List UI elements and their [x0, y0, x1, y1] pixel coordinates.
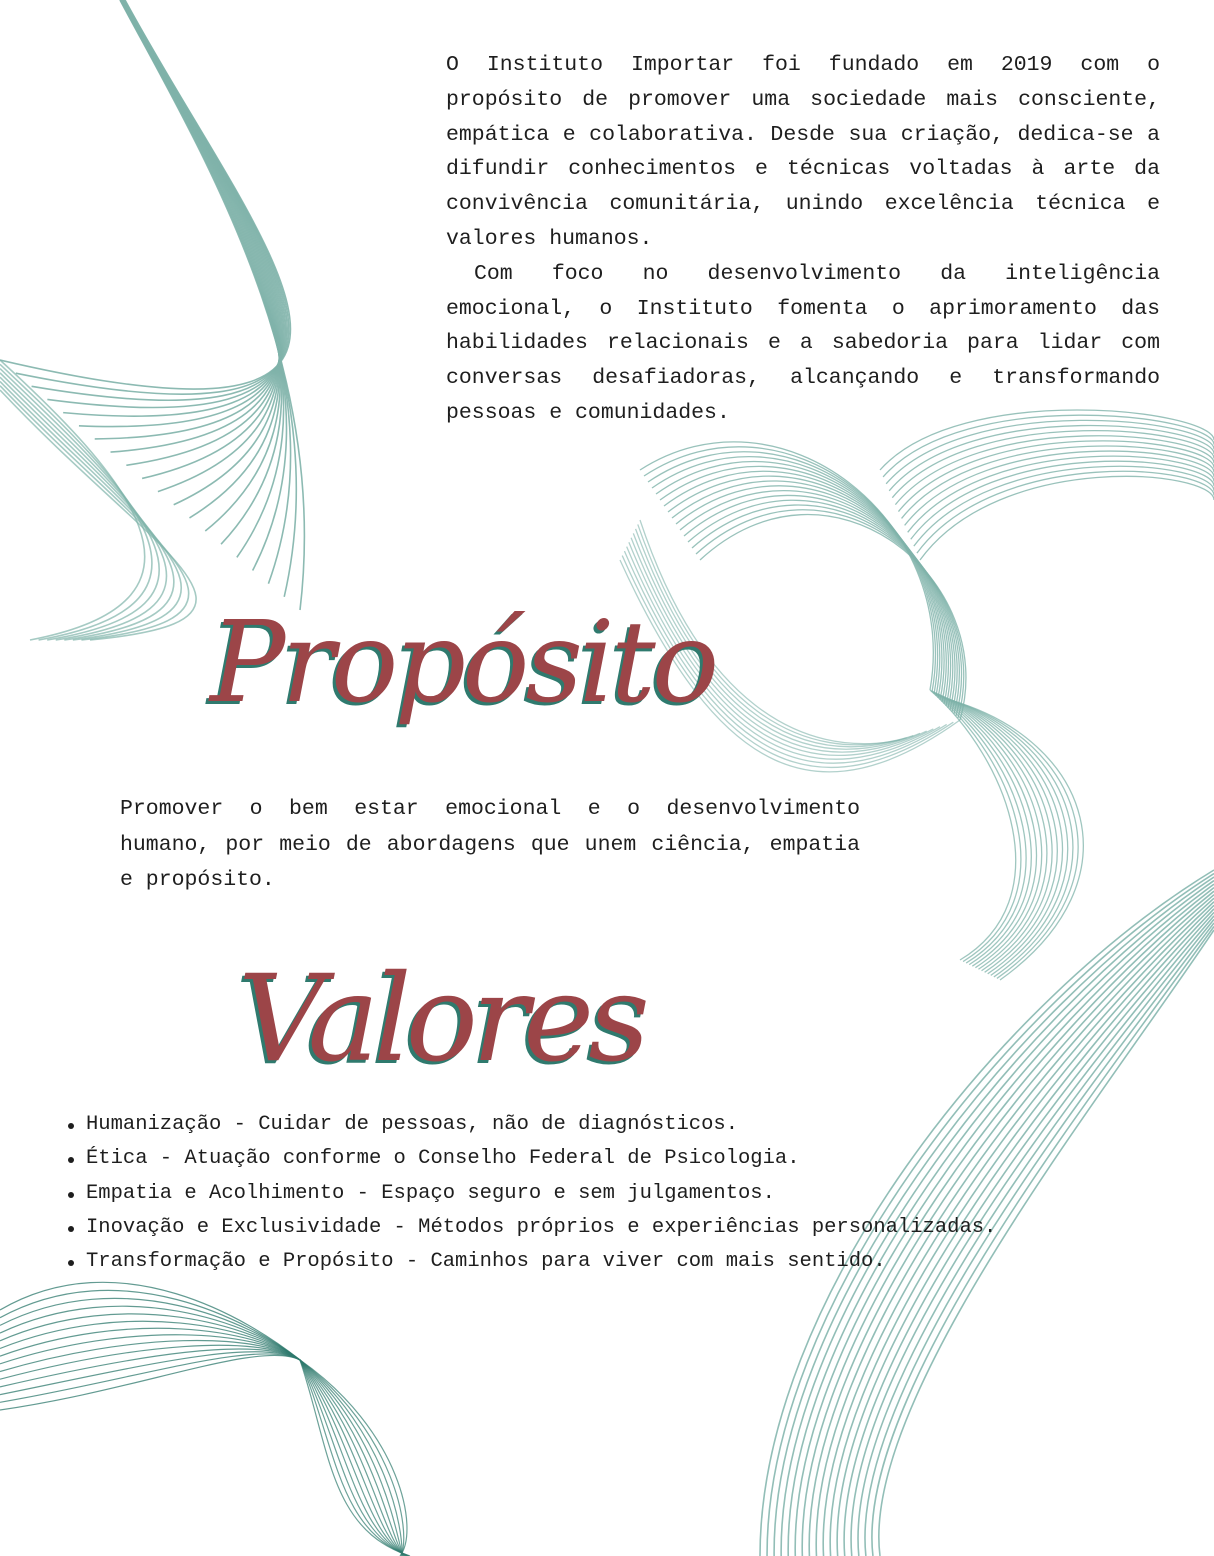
wave-line: [0, 0, 290, 389]
list-item: Humanização - Cuidar de pessoas, não de diagnósticos.: [62, 1108, 1162, 1142]
proposito-heading: Propósito: [210, 598, 716, 728]
wave-line: [950, 700, 1083, 980]
wave-line: [944, 697, 1063, 974]
wave-line: [63, 0, 284, 416]
wave-line: [914, 466, 1214, 546]
intro-text: [446, 48, 1160, 431]
valores-heading: Valores: [238, 950, 644, 1089]
wave-line: [79, 0, 283, 427]
intro-paragraph-1: O Instituto Importar foi fundado em 2019 com o propósito de promover uma sociedade mais consciente, empática e colaborativa. Desde sua criação, dedica-se a difundir conhecimentos e técnicas voltadas à arte da convivência comunitária, unindo excelência técnica e valores humanos.: [446, 53, 1160, 251]
wave-line: [917, 471, 1214, 553]
wave-line: [932, 691, 1021, 962]
wave-line: [889, 426, 1214, 491]
wave-line: [947, 698, 1073, 976]
wave-line: [0, 1352, 300, 1395]
wave-line: [905, 451, 1214, 525]
wave-line: [696, 510, 964, 718]
list-item: Ética - Atuação conforme o Conselho Federal de Psicologia.: [62, 1142, 1162, 1176]
wave-line: [908, 456, 1214, 532]
wave-line: [911, 461, 1214, 539]
wave-line: [684, 495, 957, 712]
wave-line: [0, 381, 181, 640]
list-item: Empatia e Acolhimento - Espaço seguro e sem julgamentos.: [62, 1177, 1162, 1211]
wave-line: [700, 515, 966, 720]
wave-line: [938, 694, 1042, 968]
wave-line: [95, 0, 282, 439]
intro-paragraph-2: Com foco no desenvolvimento da inteligência emocional, o Instituto fomenta o aprimoramento das habilidades relacionais e a sabedoria para lidar com conversas desafiadoras, alcançando e transformando pessoas e comunidades.: [446, 261, 1160, 425]
wave-line: [920, 476, 1214, 560]
wave-line: [0, 1354, 300, 1402]
wave-line: [47, 0, 285, 408]
wave-line: [0, 373, 167, 640]
values-list: [62, 1108, 1162, 1279]
wave-line: [930, 690, 1016, 960]
wave-line: [0, 1340, 300, 1371]
list-item: Inovação e Exclusividade - Métodos próprios e experiências personalizadas.: [62, 1211, 1162, 1245]
list-item: Transformação e Propósito - Caminhos para viver com mais sentido.: [62, 1245, 1162, 1279]
wave-line: [121, 0, 284, 557]
wave-line: [0, 1355, 300, 1410]
wave-top-left: [0, 0, 304, 640]
proposito-text: Promover o bem estar emocional e o desenvolvimento humano, por meio de abordagens que unem ciência, empatia e propósito.: [120, 797, 860, 892]
wave-bottom-left: [0, 1282, 410, 1556]
